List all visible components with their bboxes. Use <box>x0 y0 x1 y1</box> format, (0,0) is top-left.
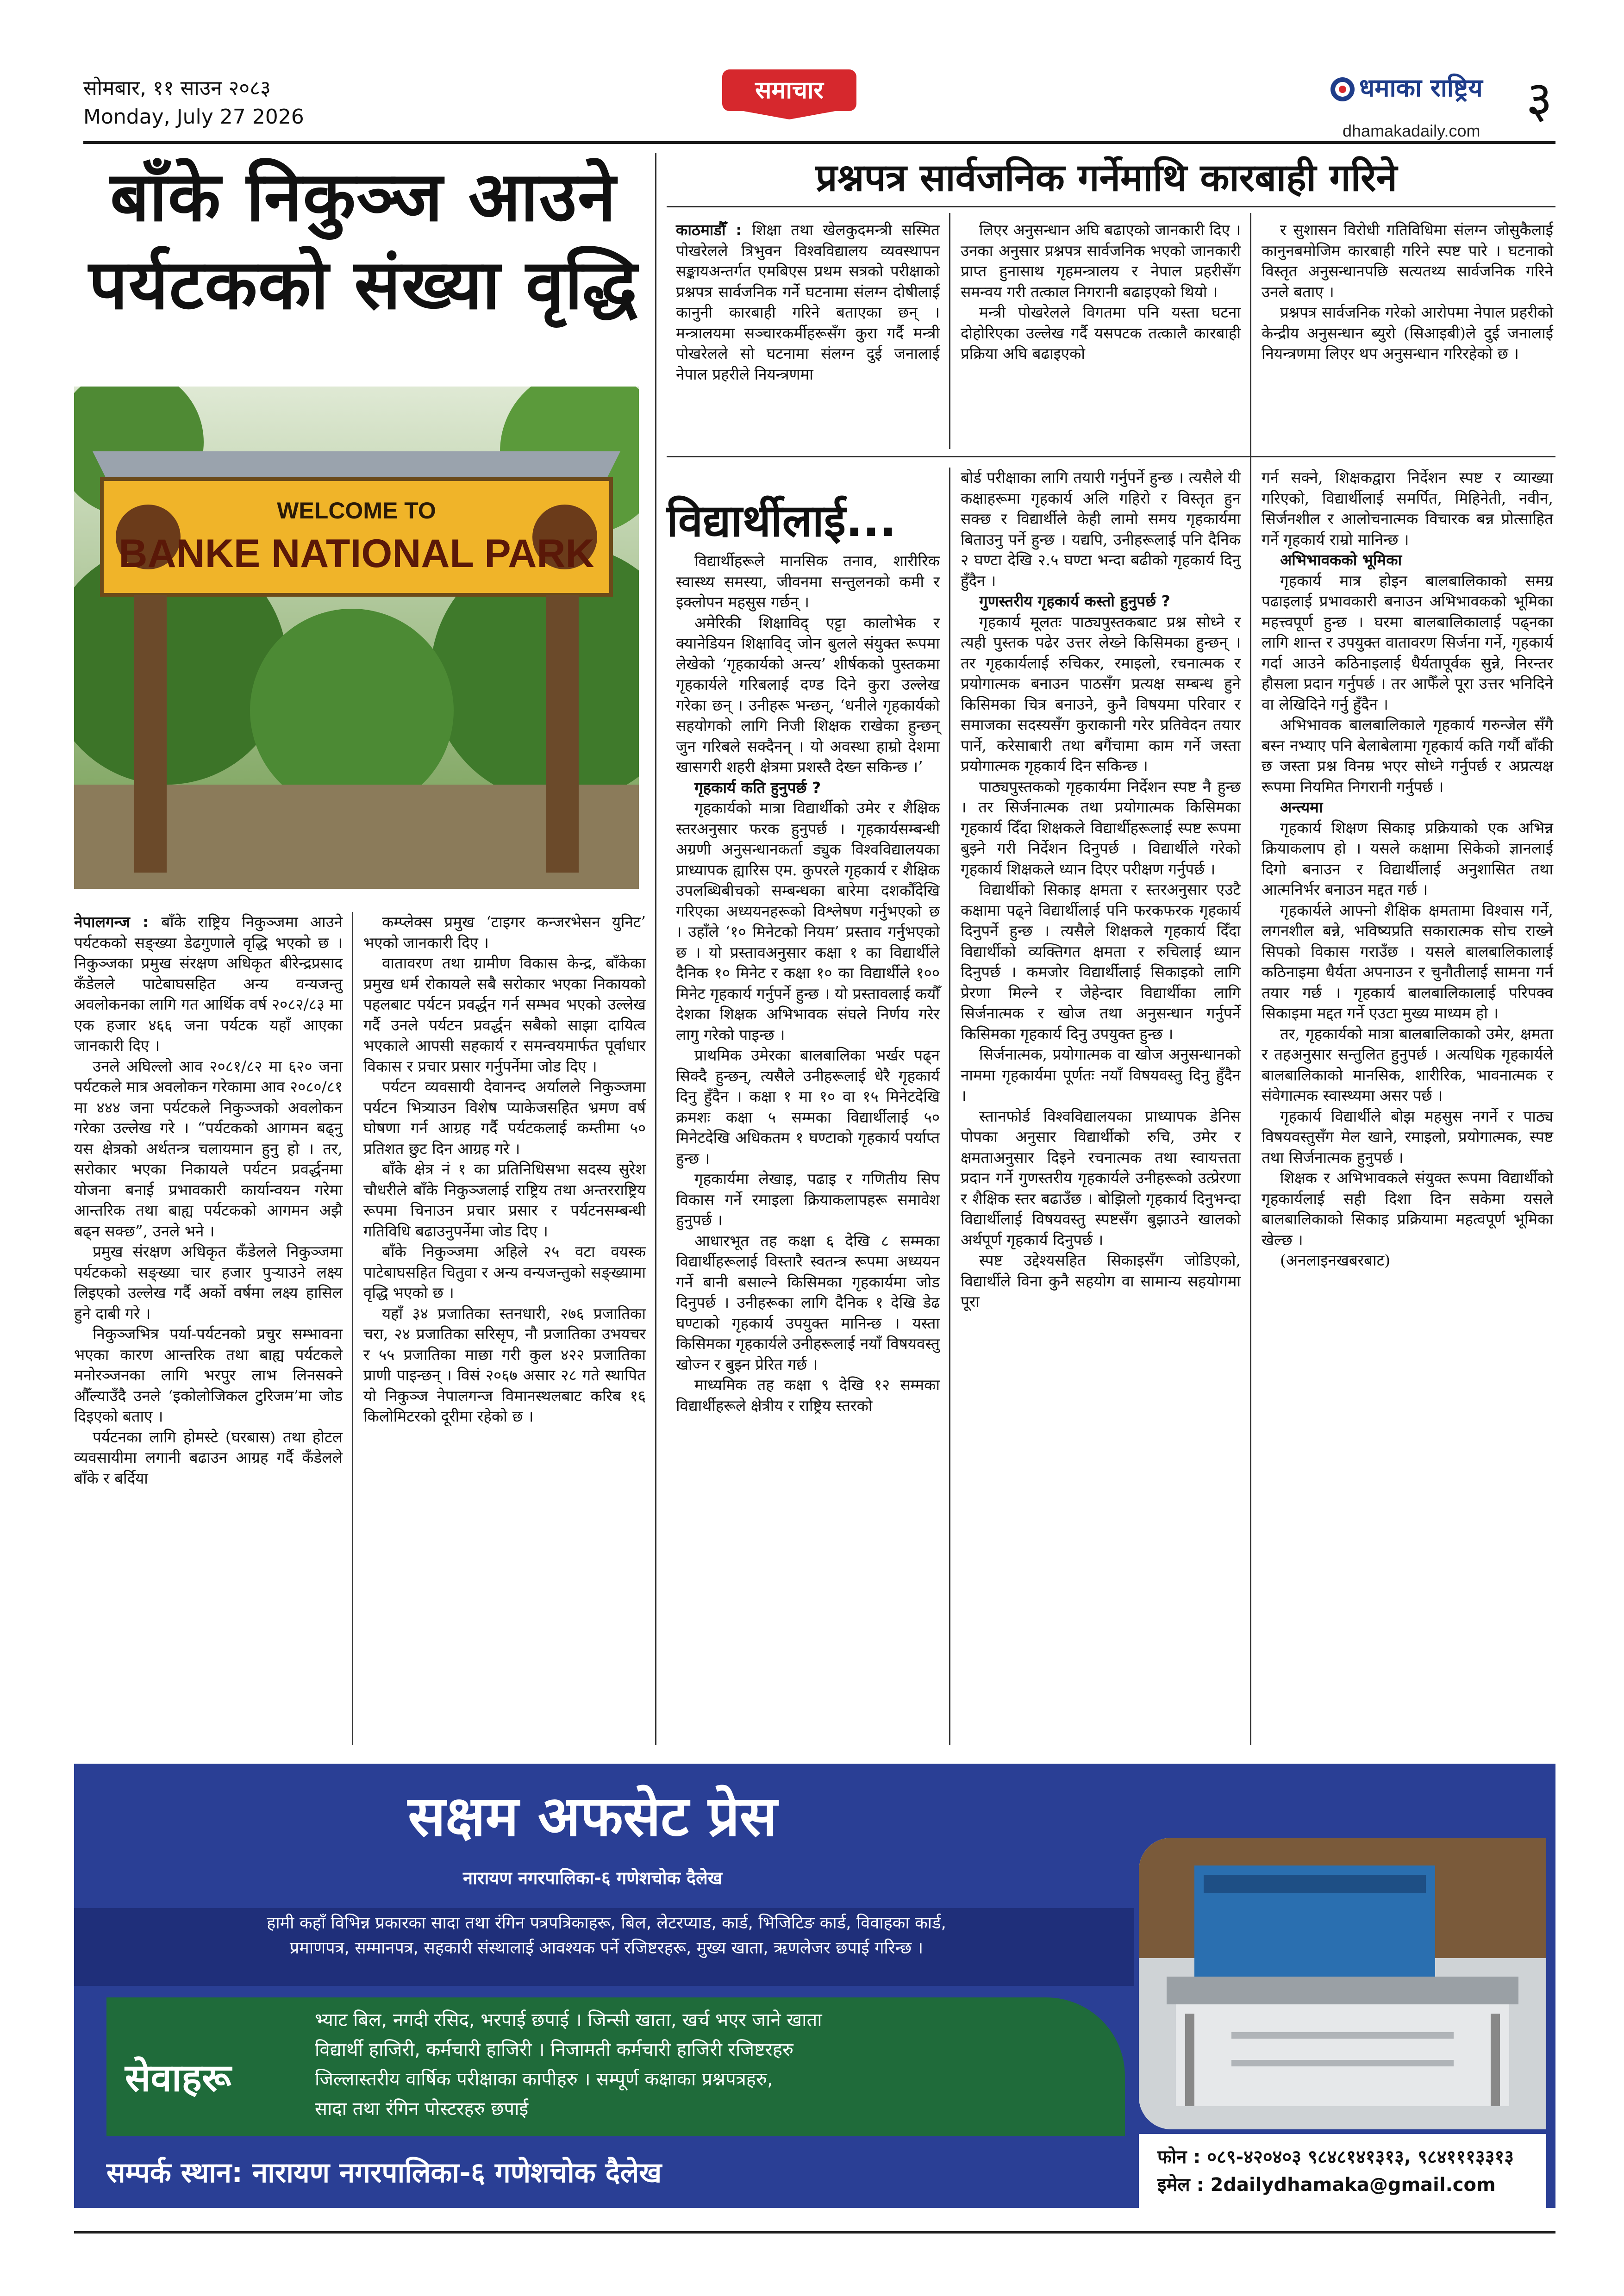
paragraph: नेपालगन्ज : बाँके राष्ट्रिय निकुञ्जमा आउने पर्यटकको सङ्ख्या डेढगुणाले वृद्धि भएको छ । निकुञ्जका प्रमुख संरक्षण अधिकृत बीरेन्द्रप्रसाद कँडेलले पाटेबाघसहित अन्य वन्यजन्तु अवलोकनका लागि गत आर्थिक वर्ष २०८२/८३ मा एक हजार ४६६ जना पर्यटक यहाँ आएका जानकारी दिए । <box>74 913 343 1054</box>
paragraph: गृहकार्य मात्र होइन बालबालिकाको समग्र पढाइलाई प्रभावकारी बनाउन अभिभावकको भूमिका महत्त्वपूर्ण हुन्छ । घरमा बालबालिकालाई पढ्नका लागि शान्त र उपयुक्त वातावरण सिर्जना गर्ने, गृहकार्य गर्दा आउने कठिनाइलाई धैर्यतापूर्वक सुन्ने, निरन्तर हौसला प्रदान गर्नुपर्छ । तर आफैँले पूरा उत्तर भनिदिने वा लेखिदिने गर्नु हुँदैन । <box>1262 571 1553 713</box>
ad-desc-line2: प्रमाणपत्र, सम्मानपत्र, सहकारी संस्थालाई आवश्यक पर्ने रजिष्टरहरू, मुख्य खाता, ऋणलेजर छपाई गरिन्छ । <box>289 1939 924 1958</box>
paragraph: लिएर अनुसन्धान अघि बढाएको जानकारी दिए । उनका अनुसार प्रश्नपत्र सार्वजनिक भएको जानकारी प्राप्त हुनासाथ गृहमन्त्रालय र नेपाल प्रहरीसँग समन्वय गरी तत्काल निगरानी बढाइएको थियो । <box>961 221 1241 301</box>
paragraph: र सुशासन विरोधी गतिविधिमा संलग्न जोसुकैलाई कानुनबमोजिम कारबाही गरिने स्पष्ट पारे । घटनाको विस्तृत अनुसन्धानपछि सत्यतथ्य सार्वजनिक गरिने उनले बताए । <box>1262 221 1553 301</box>
paragraph: उनले अघिल्लो आव २०८१/८२ मा ६२० जना पर्यटकले मात्र अवलोकन गरेकामा आव २०८०/८१ मा ४४४ जना पर्यटकले निकुञ्जको अवलोकन गरेका उल्लेख गरे । “पर्यटकको आगमन बढ्नु यस क्षेत्रको अर्थतन्त्र चलायमान हुनु हो । तर, सरोकार भएका निकायले पर्यटन प्रवर्द्धनमा योजना बनाई प्रभावकारी कार्यान्वयन गरेमा आन्तरिक तथा बाह्य पर्यटकको आगमन अझै बढ्न सक्छ”, उनले भने । <box>74 1057 343 1240</box>
paragraph: गर्न सक्ने, शिक्षकद्वारा निर्देशन स्पष्ट र व्याख्या गरिएको, विद्यार्थीलाई समर्पित, मिहिनेती, नवीन, सिर्जनशील र आलोचनात्मक विचारक बन्न प्रोत्साहित गर्ने गृहकार्य राम्रो मानिन्छ । <box>1262 468 1553 549</box>
emblem-icon <box>1329 75 1356 103</box>
paragraph: स्पष्ट उद्देश्यसहित सिकाइसँग जोडिएको, विद्यार्थीले विना कुनै सहयोग वा सामान्य सहयोगमा पूरा <box>961 1251 1241 1310</box>
logo-text: धमाका राष्ट्रिय <box>1359 73 1483 102</box>
park-gate-illustration <box>74 387 639 889</box>
paragraph: गृहकार्य मूलतः पाठ्यपुस्तकबाट प्रश्न सोध्ने र त्यही पुस्तक पढेर उत्तर लेख्ने किसिमका हुन्छन् । तर गृहकार्यलाई रुचिकर, रमाइलो, रचनात्मक र प्रयोगात्मक बनाउन पाठसँग प्रत्यक्ष सम्बन्ध हुने किसिमका चित्र बनाउने, कुनै विषयमा परिवार र समाजका सदस्यसँग कुराकानी गरेर प्रतिवेदन तयार पार्ने, करेसाबारी तथा बगैंचामा काम गर्ने जस्ता प्रयोगात्मक गृहकार्य दिन सकिन्छ । <box>961 612 1241 775</box>
subheading: गृहकार्य कति हुनुपर्छ ? <box>694 778 821 797</box>
paragraph: काठमाडौँ : शिक्षा तथा खेलकुदमन्त्री सस्मित पोखरेलले त्रिभुवन विश्वविद्यालय व्यवस्थापन सङ्कायअन्तर्गत एमबिएस प्रथम सत्रको परीक्षाको प्रश्नपत्र सार्वजनिक गर्ने घटनामा संलग्न दोषीलाई कानुनी कारबाही गरिने बताएका छन् । मन्त्रालयमा सञ्चारकर्मीहरूसँग कुरा गर्दै मन्त्री पोखरेलले सो घटनामा संलग्न दुई जनालाई नेपाल प्रहरीले नियन्त्रणमा <box>676 221 940 383</box>
ad-contact: सम्पर्क स्थान: नारायण नगरपालिका-६ गणेशचोक दैलेख <box>106 2157 662 2189</box>
paragraph: गृहकार्यको मात्रा विद्यार्थीको उमेर र शैक्षिक स्तरअनुसार फरक हुनुपर्छ । गृहकार्यसम्बन्धी अग्रणी अनुसन्धानकर्ता ड्युक विश्वविद्यालयका प्राध्यापक ह्यारिस एम. कुपरले गृहकार्य र शैक्षिक उपलब्धिबीचको सम्बन्धका बारेमा दशकौँदेखि गरिएका अध्ययनहरूको विश्लेषण गर्नुभएको छ । उहाँले ‘१० मिनेटको नियम’ प्रस्ताव गर्नुभएको छ । यो प्रस्तावअनुसार कक्षा १ का विद्यार्थीले दैनिक १० मिनेट र कक्षा १० का विद्यार्थीले १०० मिनेट गृहकार्य गर्नुपर्ने हुन्छ । यो प्रस्तावलाई कयौँ देशका शिक्षक अभिभावक संघले निर्णय गरेर लागु गरेको पाइन्छ । <box>676 799 940 1044</box>
dateline: काठमाडौँ : <box>676 221 752 239</box>
paragraph: बाँके निकुञ्जमा अहिले २५ वटा वयस्क पाटेबाघसहित चितुवा र अन्य वन्यजन्तुको सङ्ख्यामा वृद्धि भएको छ । <box>363 1242 646 1302</box>
paragraph: अमेरिकी शिक्षाविद् एट्टा कालोभेक र क्यानेडियन शिक्षाविद् जोन बुलले संयुक्त रूपमा लेखेको ‘गृहकार्यको अन्त्य’ शीर्षकको पुस्तकमा गृहकार्यले गरिबलाई दण्ड दिने कुरा उल्लेख गरेका छन् । उनीहरू भन्छन्, ‘धनीले गृहकार्यको सहयोगको लागि निजी शिक्षक राखेका हुन्छन् जुन गरिबले सक्दैनन् । यो अवस्था हाम्रो देशमा खासगरी शहरी क्षेत्रमा प्रशस्तै देख्न सकिन्छ ।’ <box>676 613 940 776</box>
paragraph: निकुञ्जभित्र पर्या-पर्यटनको प्रचुर सम्भावना भएका कारण आन्तरिक तथा बाह्य पर्यटकले मनोरञ्जनका लागि भरपुर लाभ लिनसक्ने औँल्याउँदै उनले ‘इकोलोजिकल टुरिजम’मा जोड दिइएको बताए । <box>74 1325 343 1425</box>
story-divider <box>667 456 1555 457</box>
ad-services-label: सेवाहरू <box>125 2056 231 2100</box>
paragraph: विद्यार्थीको सिकाइ क्षमता र स्तरअनुसार एउटै कक्षामा पढ्ने विद्यार्थीलाई पनि फरकफरक गृहकार्य दिनुपर्ने हुन्छ । त्यसैले शिक्षकले गृहकार्य दिँदा विद्यार्थीको व्यक्तिगत क्षमता र रुचिलाई ध्यान दिनुपर्छ । कमजोर विद्यार्थीलाई सिकाइको लागि प्रेरणा मिल्ने र जेहेन्दार विद्यार्थीका लागि सिर्जनात्मक र खोज तथा अनुसन्धान गर्नुपर्ने किसिमका गृहकार्य दिनु उपयुक्त हुन्छ । <box>961 880 1241 1043</box>
ad-address: नारायण नगरपालिका-६ गणेशचोक दैलेख <box>462 1868 723 1888</box>
paragraph: प्रश्नपत्र सार्वजनिक गरेको आरोपमा नेपाल प्रहरीको केन्द्रीय अनुसन्धान ब्युरो (सिआइबी)ले दुई जनालाई नियन्त्रणमा लिएर थप अनुसन्धान गरिरहेको छ । <box>1262 303 1553 362</box>
ad-service-item: सादा तथा रंगिन पोस्टरहरु छपाई <box>315 2098 529 2120</box>
story2-col2 <box>961 220 1241 364</box>
ad-service-item: भ्याट बिल, नगदी रसिद, भरपाई छपाई । जिन्सी खाता, खर्च भएर जाने खाता <box>315 2009 822 2031</box>
column-divider-left <box>352 912 353 1745</box>
paragraph: शिक्षक र अभिभावकले संयुक्त रूपमा विद्यार्थीको गृहकार्यलाई सही दिशा दिन सकेमा यसले बालबालिकाको सिकाइ प्रक्रियामा महत्वपूर्ण भूमिका खेल्छ । <box>1262 1169 1553 1249</box>
ad-phone[interactable]: फोन : ०८९-४२०४०३ ९८४८१४१३१३, ९८४१११३३१३ <box>1157 2146 1514 2168</box>
paragraph: गृहकार्यले आफ्नो शैक्षिक क्षमतामा विश्वास गर्ने, लगनशील बन्ने, भविष्यप्रति सकारात्मक सोच राख्ने सिपको विकास गराउँछ । यसले बालबालिकालाई कठिनाइमा धैर्यता अपनाउन र चुनौतीलाई सामना गर्न तयार गर्छ । गृहकार्य बालबालिकालाई परिपक्व सिकाइमा मद्दत गर्ने एउटा मुख्य माध्यम हो । <box>1262 901 1553 1022</box>
paragraph: गृहकार्य शिक्षण सिकाइ प्रक्रियाको एक अभिन्न क्रियाकलाप हो । यसले कक्षामा सिकेको ज्ञानलाई दिगो बनाउन र विद्यार्थीलाई अनुशासित तथा आत्मनिर्भर बनाउन मद्दत गर्छ । <box>1262 818 1553 898</box>
paragraph: बाँके क्षेत्र नं १ का प्रतिनिधिसभा सदस्य सुरेश चौधरीले बाँके निकुञ्जलाई राष्ट्रिय तथा अन्तरराष्ट्रिय रूपमा चिनाउन प्रचार प्रसार र पर्यटनसम्बन्धी गतिविधि बढाउनुपर्नेमा जोड दिए । <box>363 1160 646 1240</box>
story1-col1 <box>74 912 343 1489</box>
page-number: ३ <box>1526 70 1553 129</box>
paragraph: स्तानफोर्ड विश्वविद्यालयका प्राध्यापक डेनिस पोपका अनुसार विद्यार्थीको रुचि, उमेर र क्षमताअनुसार दिइने रचनात्मक तथा स्वायत्तता प्रदान गर्ने गुणस्तरीय गृहकार्यले उनीहरूको उत्प्रेरणा र शैक्षिक स्तर बढाउँछ । बोझिलो गृहकार्य दिनुभन्दा विद्यार्थीलाई विषयवस्तु स्पष्टसँग बुझाउने खालको अर्थपूर्ण गृहकार्य दिनुपर्छ । <box>961 1107 1241 1249</box>
date-english: Monday, July 27 2026 <box>83 105 304 129</box>
paragraph: आधारभूत तह कक्षा ६ देखि ८ सम्मका विद्यार्थीहरूलाई विस्तारै स्वतन्त्र रूपमा अध्ययन गर्ने बानी बसाल्ने किसिमका गृहकार्यमा जोड दिनुपर्छ । उनीहरूका लागि दैनिक १ देखि डेढ घण्टाको गृहकार्य उपयुक्त मानिन्छ । यस्ता किसिमका गृहकार्यले उनीहरूलाई नयाँ विषयवस्तु खोज्न र बुझ्न प्रेरित गर्छ । <box>676 1231 940 1373</box>
paragraph: यहाँ ३४ प्रजातिका स्तनधारी, २७६ प्रजातिका चरा, २४ प्रजातिका सरिसृप, नौ प्रजातिका उभयचर र ५५ प्रजातिका माछा गरी कुल ४२२ प्रजातिका प्राणी पाइन्छन् । विसं २०६७ असार २८ गते स्थापित यो निकुञ्ज नेपालगन्ज विमानस्थलबाट करिब १६ किलोमिटरको दूरीमा रहेको छ । <box>363 1304 646 1425</box>
paragraph: सिर्जनात्मक, प्रयोगात्मक वा खोज अनुसन्धानको नाममा गृहकार्यमा पूर्णतः नयाँ विषयवस्तु दिनु हुँदैन । <box>961 1045 1241 1104</box>
paragraph: गृहकार्यमा लेखाइ, पढाइ र गणितीय सिप विकास गर्ने रमाइला क्रियाकलापहरू समावेश हुनुपर्छ । <box>676 1170 940 1229</box>
site-url[interactable]: dhamakadaily.com <box>1343 121 1480 140</box>
paragraph: (अनलाइनखबरबाट) <box>1280 1251 1391 1269</box>
printing-machine-illustration <box>1139 1838 1546 2129</box>
sign-welcome-text: WELCOME TO <box>277 498 436 524</box>
ad-services-list <box>315 2005 1111 2124</box>
subheading: गुणस्तरीय गृहकार्य कस्तो हुनुपर्छ ? <box>979 592 1170 610</box>
paragraph: अभिभावक बालबालिकाले गृहकार्य गरुन्जेल सँगै बस्न नभ्याए पनि बेलाबेलामा गृहकार्य कति गर्यौ बाँकी छ जस्ता प्रश्न विनम्र भएर सोध्ने गर्नुपर्छ र अप्रत्यक्ष रूपमा नियमित निगरानी गर्नुपर्छ । <box>1262 716 1553 796</box>
column-divider-top <box>949 213 950 449</box>
header-date <box>83 74 304 131</box>
paragraph: पर्यटनका लागि होमस्टे (घरबास) तथा होटल व्यवसायीमा लगानी बढाउन आग्रह गर्दै कँडेलले बाँके र बर्दिया <box>74 1428 343 1487</box>
date-nepali: सोमबार, ११ साउन २०८३ <box>83 76 271 100</box>
ad-email[interactable]: इमेल : 2dailydhamaka@gmail.com <box>1157 2174 1496 2196</box>
story1-headline-line2: पर्यटकको संख्या वृद्धि <box>88 245 638 324</box>
ad-service-item: विद्यार्थी हाजिरी, कर्मचारी हाजिरी । निजामती कर्मचारी हाजिरी रजिष्टरहरु <box>315 2039 793 2060</box>
paragraph: पाठ्यपुस्तकको गृहकार्यमा निर्देशन स्पष्ट नै हुन्छ । तर सिर्जनात्मक तथा प्रयोगात्मक किसिमका गृहकार्य दिँदा शिक्षकले विद्यार्थीहरूलाई स्पष्ट रूपमा बुझ्ने गरी निर्देशन दिनुपर्छ । विद्यार्थीले गरेको गृहकार्य शिक्षकले ध्यान दिएर परीक्षण गर्नुपर्छ । <box>961 777 1241 878</box>
story2-col3 <box>1262 220 1553 364</box>
column-divider-mid1 <box>949 468 950 1745</box>
story1-headline-line1: बाँके निकुञ्ज आउने <box>110 157 617 237</box>
column-divider-main <box>655 153 656 1745</box>
headline-underline <box>667 206 1555 207</box>
paragraph: विद्यार्थीहरूले मानसिक तनाव, शारीरिक स्वास्थ्य समस्या, जीवनमा सन्तुलनको कमी र इक्लोपन महसुस गर्छन् । <box>676 552 940 611</box>
ad-desc-line1: हामी कहाँ विभिन्न प्रकारका सादा तथा रंगिन पत्रपत्रिकाहरू, बिल, लेटरप्याड, कार्ड, भिजिटिङ कार्ड, विवाहका कार्ड, <box>267 1914 946 1933</box>
sign-park-name: BANKE NATIONAL PARK <box>119 531 594 576</box>
section-tag: समाचार <box>722 69 856 111</box>
paragraph: गृहकार्य विद्यार्थीले बोझ महसुस नगर्ने र पाठ्य विषयवस्तुसँग मेल खाने, रमाइलो, प्रयोगात्मक, स्पष्ट तथा सिर्जनात्मक हुनुपर्छ । <box>1262 1107 1553 1167</box>
story2-col1 <box>676 220 940 385</box>
ad-title: सक्षम अफसेट प्रेस <box>408 1784 777 1849</box>
story3-headline: विद्यार्थीलाई... <box>667 495 897 547</box>
ad-service-item: जिल्लास्तरीय वार्षिक परीक्षाका कापीहरु । सम्पूर्ण कक्षाका प्रश्नपत्रहरु, <box>315 2069 773 2090</box>
subheading: अभिभावकको भूमिका <box>1280 551 1402 569</box>
dateline: नेपालगन्ज : <box>74 913 162 931</box>
paragraph: बोर्ड परीक्षाका लागि तयारी गर्नुपर्ने हुन्छ । त्यसैले यी कक्षाहरूमा गृहकार्य अलि गहिरो र विस्तृत हुन सक्छ र विद्यार्थीले केही लामो समय गृहकार्यमा बिताउनु पर्ने हुन्छ । यद्यपि, उनीहरूलाई पनि दैनिक २ घण्टा देखि २.५ घण्टा भन्दा बढीको गृहकार्य दिनु हुँदैन । <box>961 468 1241 590</box>
footer-rule <box>74 2231 1555 2234</box>
story3-col2 <box>961 468 1241 1312</box>
story1-col2 <box>363 912 646 1427</box>
banke-park-photo <box>74 387 639 889</box>
header-rule <box>83 141 1555 144</box>
story1-headline <box>83 153 643 329</box>
paragraph: मन्त्री पोखरेलले विगतमा पनि यस्ता घटना दोहोरिएका उल्लेख गर्दै यसपटक तत्कालै कारबाही प्रक्रिया अघि बढाइएको <box>961 303 1241 362</box>
story3-col1 <box>676 551 940 1416</box>
paragraph: कम्प्लेक्स प्रमुख ‘टाइगर कन्जरभेसन युनिट’ भएको जानकारी दिए । <box>363 913 646 952</box>
paragraph: पर्यटन व्यवसायी देवानन्द अर्यालले निकुञ्जमा पर्यटन भित्र्याउन विशेष प्याकेजसहित भ्रमण वर्ष घोषणा गर्न आग्रह गर्दै पर्यटकलाई कम्तीमा ५० प्रतिशत छुट दिन आग्रह गरे । <box>363 1078 646 1158</box>
story2-headline: प्रश्नपत्र सार्वजनिक गर्नेमाथि कारबाही गरिने <box>815 156 1398 200</box>
column-divider-mid2 <box>1250 213 1251 1745</box>
paragraph: तर, गृहकार्यको मात्रा बालबालिकाको उमेर, क्षमता र तहअनुसार सन्तुलित हुनुपर्छ । अत्यधिक गृहकार्यले बालबालिकाको मानसिक, शारीरिक, भावनात्मक र संवेगात्मक स्वास्थ्यमा असर पर्छ । <box>1262 1024 1553 1104</box>
paragraph: माध्यमिक तह कक्षा ९ देखि १२ सम्मका विद्यार्थीहरूले क्षेत्रीय र राष्ट्रिय स्तरको <box>676 1376 940 1415</box>
printing-machine-photo <box>1139 1838 1546 2129</box>
subheading: अन्त्यमा <box>1280 798 1323 816</box>
story3-col3 <box>1262 468 1553 1271</box>
masthead-logo <box>1329 69 1486 104</box>
press-advertisement <box>74 1764 1555 2208</box>
paragraph: प्राथमिक उमेरका बालबालिका भर्खर पढ्न सिक्दै हुन्छन्, त्यसैले उनीहरूलाई धेरै गृहकार्य दिनु हुँदैन । कक्षा १ मा १० वा १५ मिनेटदेखि क्रमशः कक्षा ५ सम्मका विद्यार्थीलाई ५० मिनेटदेखि अधिकतम १ घण्टाको गृहकार्य पर्याप्त हुन्छ । <box>676 1046 940 1167</box>
section-tag-tail <box>738 110 840 119</box>
paragraph: वातावरण तथा ग्रामीण विकास केन्द्र, बाँकेका प्रमुख धर्म रोकायले सबै सरोकार भएका निकायको पहलबाट पर्यटन प्रवर्द्धन गर्न सम्भव भएको उल्लेख गर्दै उनले पर्यटन प्रवर्द्धन सबैको साझा दायित्व भएकाले आपसी सहकार्य र समन्वयमार्फत पूर्वाधार विकास र प्रचार प्रसार गर्नुपर्नेमा जोड दिए । <box>363 954 646 1075</box>
ad-description <box>120 1911 1093 1961</box>
paragraph: प्रमुख संरक्षण अधिकृत कँडेलले निकुञ्जमा पर्यटकको सङ्ख्या चार हजार पुऱ्याउने लक्ष्य लिइएको उल्लेख गर्दै अर्को वर्षमा लक्ष्य हासिल हुने दाबी गरे । <box>74 1242 343 1323</box>
